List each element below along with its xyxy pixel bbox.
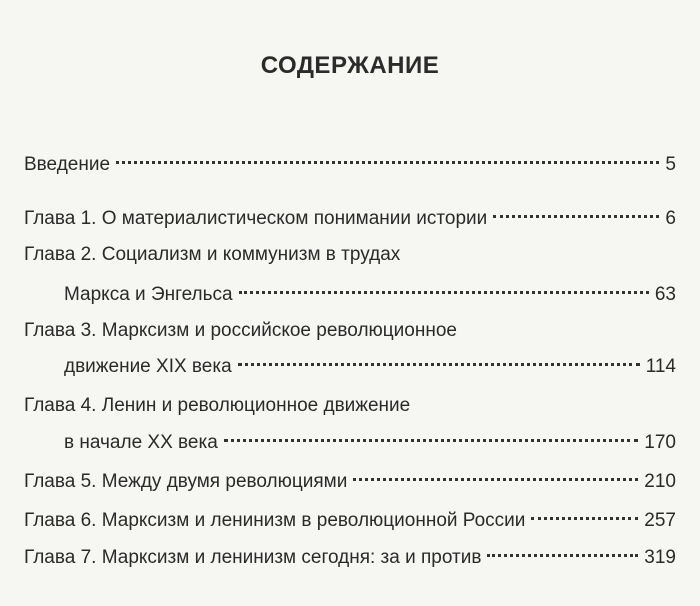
toc-page-number: 63 bbox=[654, 284, 676, 305]
toc-entry-chapter-1 bbox=[24, 204, 676, 234]
toc-page-number: 319 bbox=[644, 547, 676, 568]
dot-leader bbox=[353, 478, 638, 481]
toc-entry-introduction bbox=[24, 150, 676, 180]
dot-leader bbox=[238, 363, 640, 366]
dot-leader bbox=[493, 215, 659, 218]
toc-entry-chapter-3-line-1: Глава 3. Марксизм и российское революционное bbox=[24, 320, 457, 341]
toc-entry-chapter-4 bbox=[64, 428, 676, 458]
toc-entry-chapter-2-line-1: Глава 2. Социализм и коммунизм в трудах bbox=[24, 244, 401, 265]
toc-entry-label: Глава 5. Между двумя революциями bbox=[24, 471, 348, 492]
dot-leader bbox=[224, 439, 639, 442]
dot-leader bbox=[487, 554, 638, 557]
toc-page-number: 6 bbox=[665, 208, 676, 229]
toc-entry-chapter-2 bbox=[64, 280, 676, 310]
toc-entry-label: Введение bbox=[24, 154, 111, 175]
dot-leader bbox=[239, 291, 649, 294]
toc-entry-label: Глава 1. О материалистическом понимании истории bbox=[24, 208, 488, 229]
dot-leader bbox=[116, 161, 659, 164]
toc-entry-label: Глава 6. Марксизм и ленинизм в революционной России bbox=[24, 510, 526, 531]
dot-leader bbox=[531, 517, 638, 520]
toc-entry-label: Маркса и Энгельса bbox=[64, 284, 233, 305]
toc-page-number: 210 bbox=[644, 471, 676, 492]
toc-entry-label: Глава 7. Марксизм и ленинизм сегодня: за и против bbox=[24, 547, 482, 568]
toc-entry-chapter-3 bbox=[64, 352, 676, 382]
toc-entry-chapter-7 bbox=[24, 543, 676, 573]
toc-page-number: 5 bbox=[665, 154, 676, 175]
page-title: СОДЕРЖАНИЕ bbox=[260, 52, 440, 79]
toc-entry-chapter-5 bbox=[24, 467, 676, 497]
toc-entry-label: в начале XX века bbox=[64, 432, 218, 453]
toc-entry-label: движение XIX века bbox=[64, 356, 232, 377]
toc-page-number: 257 bbox=[644, 510, 676, 531]
toc-entry-chapter-4-line-1: Глава 4. Ленин и революционное движение bbox=[24, 395, 411, 416]
toc-page-number: 114 bbox=[645, 356, 676, 377]
toc-entry-chapter-6 bbox=[24, 506, 676, 536]
toc-page-number: 170 bbox=[644, 432, 676, 453]
